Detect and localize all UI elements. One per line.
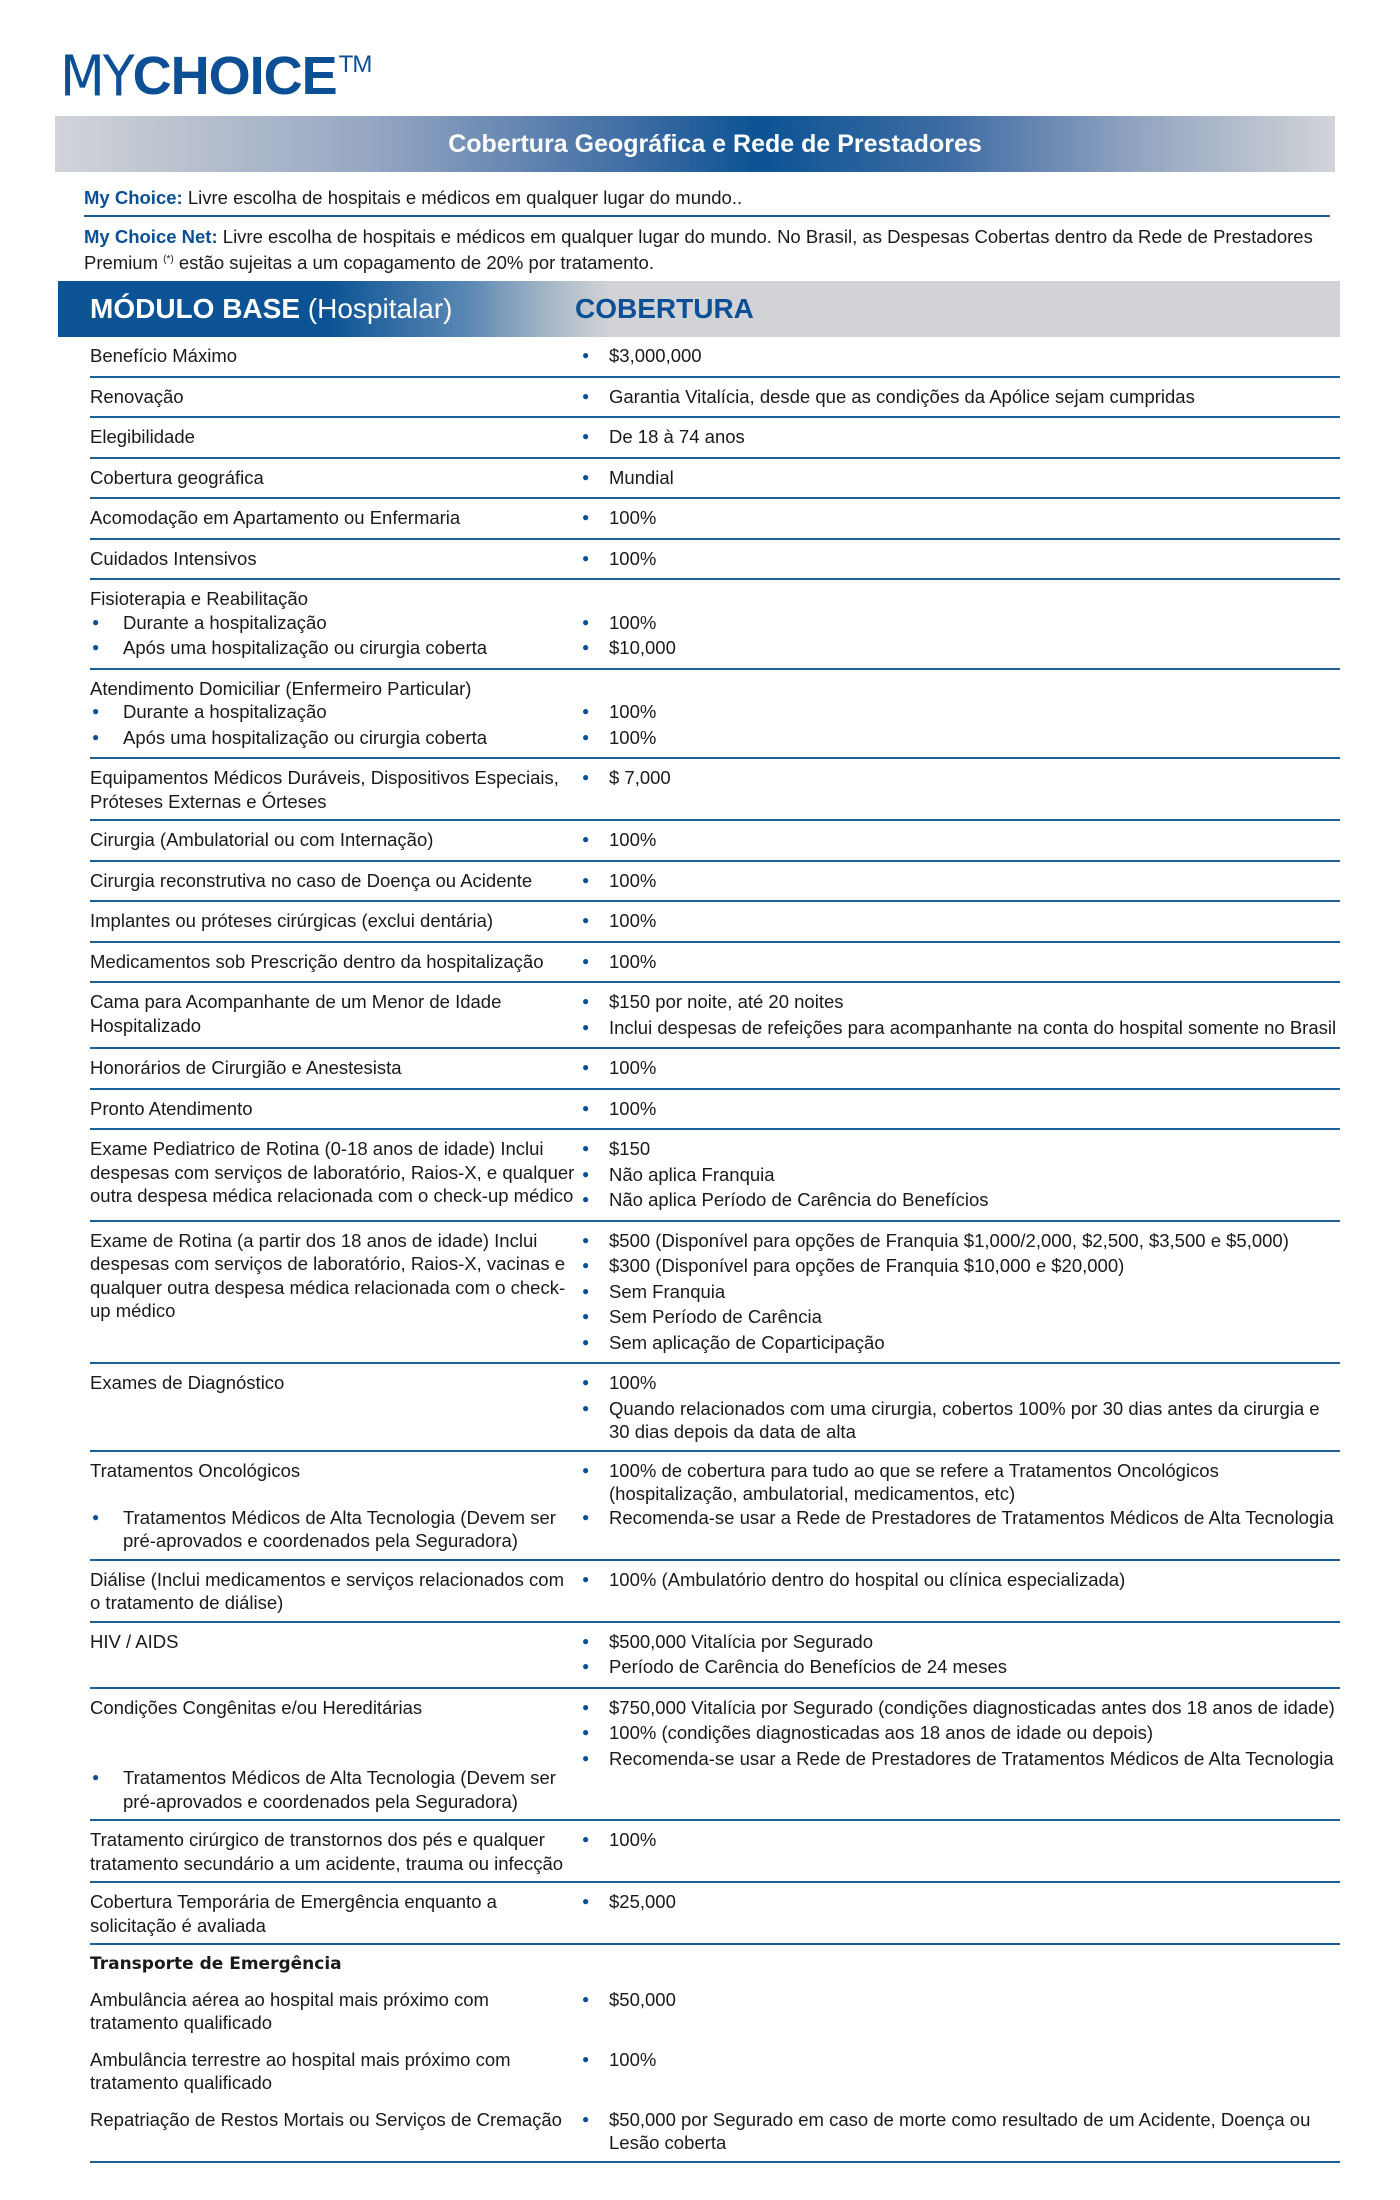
bullet-icon	[582, 1721, 609, 1747]
coverage-bullet-item	[582, 1056, 1340, 1082]
section-heading-text: Transporte de Emergência	[90, 1954, 342, 1974]
spacer	[582, 587, 1340, 611]
coverage-bullet-item	[582, 611, 1340, 637]
bullet-icon	[90, 1766, 123, 1813]
label-bullet-text: Durante a hospitalização	[123, 701, 327, 722]
table-row	[90, 902, 1340, 943]
label-bullet-item	[90, 1766, 578, 1813]
spacer	[90, 1719, 578, 1743]
label-bullet-item	[90, 726, 578, 752]
coverage-value: Inclui despesas de refeições para acompanhante na conta do hospital somente no Brasil	[609, 1016, 1337, 1038]
row-label: Atendimento Domiciliar (Enfermeiro Particular)	[90, 677, 472, 699]
bullet-icon	[582, 1890, 609, 1916]
row-label-cell	[90, 677, 582, 752]
row-label: Ambulância terrestre ao hospital mais próximo com tratamento qualificado	[90, 2048, 511, 2093]
bullet-icon	[582, 1254, 609, 1280]
row-value-cell	[582, 1056, 1340, 1082]
coverage-bullet-item	[582, 869, 1340, 895]
row-value-cell	[582, 869, 1340, 895]
coverage-bullet-item	[582, 1696, 1340, 1722]
table-row	[90, 580, 1340, 670]
logo-my: MY	[60, 44, 133, 110]
coverage-value: $50,000	[609, 1988, 676, 2010]
table-row	[90, 1561, 1340, 1623]
section-heading-row	[90, 1945, 1340, 1981]
coverage-value: Garantia Vitalícia, desde que as condições da Apólice sejam cumpridas	[609, 385, 1195, 407]
table-row	[90, 943, 1340, 984]
row-label: Tratamento cirúrgico de transtornos dos pés e qualquer tratamento secundário a um acidente, trauma ou infecção	[90, 1829, 564, 1874]
row-label-cell	[90, 1137, 582, 1214]
coverage-value: Não aplica Período de Carência do Benefícios	[609, 1189, 989, 1210]
bullet-icon	[582, 869, 609, 895]
label-bullet-item	[90, 1506, 578, 1553]
table-row	[90, 2101, 1340, 2163]
bullet-icon	[582, 828, 609, 854]
bullet-icon	[582, 466, 609, 492]
row-label-cell	[90, 2048, 582, 2095]
module-title-light: (Hospitalar)	[300, 293, 453, 324]
table-row	[90, 821, 1340, 862]
row-label: Benefício Máximo	[90, 345, 238, 366]
row-label-cell	[90, 1696, 582, 1814]
bullet-icon	[582, 1280, 609, 1306]
coverage-bullet-item	[582, 425, 1340, 451]
bullet-icon	[582, 1229, 609, 1255]
coverage-bullet-item	[582, 1137, 1340, 1163]
row-label-cell	[90, 385, 582, 411]
bullet-icon	[582, 344, 609, 370]
spacer	[582, 677, 1340, 701]
coverage-value: 100%	[609, 611, 657, 633]
coverage-value: $300 (Disponível para opções de Franquia $10,000 e $20,000)	[609, 1255, 1125, 1276]
coverage-value: 100%	[609, 869, 657, 891]
coverage-value: 100% (condições diagnosticadas aos 18 anos de idade ou depois)	[609, 1722, 1154, 1743]
coverage-bullet-item	[582, 1280, 1340, 1306]
coverage-column-header: COBERTURA	[575, 293, 754, 324]
coverage-bullet-item	[582, 726, 1340, 752]
coverage-bullet-item	[582, 506, 1340, 532]
row-label-cell	[90, 1097, 582, 1123]
bullet-icon	[582, 1397, 609, 1444]
coverage-value: Sem Franquia	[609, 1280, 726, 1302]
coverage-bullet-item	[582, 990, 1340, 1016]
bullet-icon	[582, 425, 609, 451]
row-label: Cuidados Intensivos	[90, 547, 257, 569]
table-row	[90, 759, 1340, 821]
row-value-cell	[582, 828, 1340, 854]
row-label: Condições Congênitas e/ou Hereditárias	[90, 1696, 423, 1718]
bullet-icon	[582, 700, 609, 726]
intro-my-choice	[84, 186, 1330, 217]
coverage-bullet-item	[582, 1721, 1340, 1747]
row-label-cell	[90, 1828, 582, 1875]
coverage-bullet-item	[582, 1506, 1340, 1532]
row-label: Medicamentos sob Prescrição dentro da hospitalização	[90, 950, 544, 972]
row-label: Exames de Diagnóstico	[90, 1372, 285, 1393]
row-label: Acomodação em Apartamento ou Enfermaria	[90, 507, 461, 528]
coverage-value: 100%	[609, 1829, 657, 1850]
coverage-bullet-item	[582, 1371, 1340, 1397]
coverage-value: Não aplica Franquia	[609, 1163, 775, 1185]
bullet-icon	[582, 2108, 609, 2155]
row-label: Fisioterapia e Reabilitação	[90, 588, 309, 609]
coverage-bullet-item	[582, 1988, 1340, 2014]
bullet-icon	[582, 1056, 609, 1082]
label-bullet-item	[90, 611, 578, 637]
coverage-value: 100%	[609, 829, 657, 850]
coverage-bullet-item	[582, 766, 1340, 792]
coverage-value: 100%	[609, 701, 657, 722]
row-value-cell	[582, 344, 1340, 370]
bullet-icon	[90, 700, 123, 726]
label-bullet-text: Após uma hospitalização ou cirurgia coberta	[123, 726, 488, 748]
mychoice-logo	[60, 40, 372, 110]
row-label-cell	[90, 909, 582, 935]
coverage-bullet-item	[582, 909, 1340, 935]
coverage-value: 100%	[609, 1057, 657, 1078]
coverage-bullet-item	[582, 2108, 1340, 2155]
row-label: Cobertura Temporária de Emergência enquanto a solicitação é avaliada	[90, 1891, 497, 1936]
row-label: Implantes ou próteses cirúrgicas (exclui dentária)	[90, 910, 494, 931]
bullet-icon	[582, 547, 609, 573]
label-bullet-text: Tratamentos Médicos de Alta Tecnologia (Devem ser pré-aprovados e coordenados pela Seguradora)	[123, 1767, 556, 1812]
coverage-value: $500,000 Vitalícia por Segurado	[609, 1630, 873, 1652]
bullet-icon	[90, 636, 123, 662]
spacer	[90, 1743, 578, 1767]
bullet-icon	[582, 636, 609, 662]
coverage-value: Período de Carência do Benefícios de 24 meses	[609, 1656, 1007, 1677]
label-bullet-text: Após uma hospitalização ou cirurgia coberta	[123, 637, 488, 658]
label-bullet-item	[90, 700, 578, 726]
bullet-icon	[90, 611, 123, 637]
coverage-bullet-item	[582, 1459, 1340, 1506]
coverage-bullet-item	[582, 1655, 1340, 1681]
section-title: Cobertura Geográfica e Rede de Prestadores	[448, 129, 982, 158]
coverage-bullet-item	[582, 344, 1340, 370]
bullet-icon	[582, 1828, 609, 1854]
row-value-cell	[582, 1137, 1340, 1214]
row-label-cell	[90, 950, 582, 976]
table-row	[90, 540, 1340, 581]
coverage-bullet-item	[582, 1630, 1340, 1656]
coverage-value: 100%	[609, 726, 657, 748]
bullet-icon	[582, 1506, 609, 1532]
coverage-value: Recomenda-se usar a Rede de Prestadores de Tratamentos Médicos de Alta Tecnologia	[609, 1747, 1334, 1769]
coverage-value: Recomenda-se usar a Rede de Prestadores de Tratamentos Médicos de Alta Tecnologia	[609, 1506, 1334, 1528]
table-row	[90, 1821, 1340, 1883]
bullet-icon	[90, 726, 123, 752]
bullet-icon	[582, 1988, 609, 2014]
row-value-cell	[582, 547, 1340, 573]
bullet-icon	[582, 1630, 609, 1656]
coverage-value: De 18 à 74 anos	[609, 426, 745, 447]
row-value-cell	[582, 587, 1340, 662]
bullet-icon	[582, 1097, 609, 1123]
coverage-bullet-item	[582, 1568, 1340, 1594]
row-label: Exame Pediatrico de Rotina (0-18 anos de idade) Inclui despesas com serviços de laboratório, Raios-X, e qualquer outra despesa médica relacionada com o check-up médico	[90, 1138, 575, 1206]
row-label-cell	[90, 1988, 582, 2035]
table-row	[90, 983, 1340, 1049]
bullet-icon	[582, 726, 609, 752]
coverage-bullet-item	[582, 1397, 1340, 1444]
row-value-cell	[582, 1630, 1340, 1681]
row-value-cell	[582, 466, 1340, 492]
row-label-cell	[90, 466, 582, 492]
intro-my-choice-net-label: My Choice Net:	[84, 226, 218, 247]
row-label: Ambulância aérea ao hospital mais próximo com tratamento qualificado	[90, 1988, 489, 2033]
row-label: Cirurgia (Ambulatorial ou com Internação)	[90, 829, 434, 850]
coverage-value: $500 (Disponível para opções de Franquia $1,000/2,000, $2,500, $3,500 e $5,000)	[609, 1229, 1289, 1251]
coverage-value: $150 por noite, até 20 noites	[609, 991, 844, 1012]
intro-my-choice-net-text-end: estão sujeitas a um copagamento de 20% por tratamento.	[173, 252, 654, 274]
coverage-bullet-item	[582, 1747, 1340, 1773]
coverage-value: $750,000 Vitalícia por Segurado (condições diagnosticadas antes dos 18 anos de idade)	[609, 1696, 1335, 1718]
row-value-cell	[582, 1988, 1340, 2035]
coverage-bullet-item	[582, 1254, 1340, 1280]
coverage-bullet-item	[582, 385, 1340, 411]
row-label-cell	[90, 990, 582, 1041]
table-row	[90, 2041, 1340, 2101]
row-value-cell	[582, 1890, 1340, 1937]
coverage-value: 100% (Ambulatório dentro do hospital ou clínica especializada)	[609, 1568, 1126, 1590]
coverage-value: Sem aplicação de Coparticipação	[609, 1331, 885, 1353]
coverage-bullet-item	[582, 2048, 1340, 2074]
row-value-cell	[582, 506, 1340, 532]
section-title-band	[55, 116, 1335, 172]
table-row	[90, 378, 1340, 419]
bullet-icon	[582, 1747, 609, 1773]
row-value-cell	[582, 2108, 1340, 2155]
bullet-icon	[582, 1459, 609, 1506]
coverage-bullet-item	[582, 1097, 1340, 1123]
row-label-cell	[90, 1229, 582, 1357]
coverage-bullet-item	[582, 1305, 1340, 1331]
bullet-icon	[582, 1137, 609, 1163]
bullet-icon	[582, 1331, 609, 1357]
coverage-bullet-item	[582, 1229, 1340, 1255]
row-label-cell	[90, 828, 582, 854]
intro-block	[84, 186, 1330, 274]
row-label-cell	[90, 425, 582, 451]
row-value-cell	[582, 1828, 1340, 1875]
table-row	[90, 499, 1340, 540]
table-row	[90, 1130, 1340, 1222]
row-label-cell	[90, 1056, 582, 1082]
row-value-cell	[582, 2048, 1340, 2095]
bullet-icon	[582, 1188, 609, 1214]
row-label-cell	[90, 766, 582, 813]
row-label: Pronto Atendimento	[90, 1097, 253, 1119]
table-row	[90, 1090, 1340, 1131]
coverage-bullet-item	[582, 950, 1340, 976]
row-value-cell	[582, 677, 1340, 752]
bullet-icon	[582, 1568, 609, 1594]
row-label-cell	[90, 1630, 582, 1681]
row-label: Cama para Acompanhante de um Menor de Idade Hospitalizado	[90, 991, 502, 1036]
coverage-value: $10,000	[609, 637, 676, 658]
row-value-cell	[582, 950, 1340, 976]
bullet-icon	[582, 950, 609, 976]
row-label: Elegibilidade	[90, 426, 195, 447]
coverage-bullet-item	[582, 1331, 1340, 1357]
coverage-bullet-item	[582, 1188, 1340, 1214]
coverage-value: 100%	[609, 2048, 657, 2070]
row-label-cell	[90, 506, 582, 532]
table-row	[90, 337, 1340, 378]
row-label: Diálise (Inclui medicamentos e serviços relacionados com o tratamento de diálise)	[90, 1568, 564, 1613]
row-value-cell	[582, 1568, 1340, 1615]
logo-trademark: TM	[338, 51, 372, 78]
coverage-bullet-item	[582, 828, 1340, 854]
row-label-cell	[90, 869, 582, 895]
table-row	[90, 1981, 1340, 2041]
row-value-cell	[582, 909, 1340, 935]
coverage-value: $25,000	[609, 1891, 676, 1912]
coverage-value: Sem Período de Carência	[609, 1306, 822, 1327]
row-label: Renovação	[90, 385, 184, 407]
row-value-cell	[582, 990, 1340, 1041]
bullet-icon	[582, 1016, 609, 1042]
coverage-bullet-item	[582, 1163, 1340, 1189]
bullet-icon	[582, 1305, 609, 1331]
coverage-bullet-item	[582, 1890, 1340, 1916]
coverage-bullet-item	[582, 466, 1340, 492]
coverage-bullet-item	[582, 700, 1340, 726]
row-label-cell	[90, 1568, 582, 1615]
table-row	[90, 1623, 1340, 1689]
row-value-cell	[582, 1696, 1340, 1814]
module-title-bold: MÓDULO BASE	[90, 293, 300, 324]
logo-choice: CHOICE	[132, 46, 337, 106]
row-label-cell	[90, 547, 582, 573]
coverage-value: Mundial	[609, 466, 674, 488]
table-row	[90, 1222, 1340, 1365]
table-row	[90, 670, 1340, 760]
coverage-value: 100%	[609, 507, 657, 528]
module-header-band	[58, 281, 1340, 337]
coverage-value: 100% de cobertura para tudo ao que se refere a Tratamentos Oncológicos (hospitalização, ambulatorial, medicamentos, etc)	[609, 1459, 1219, 1504]
bullet-icon	[582, 1696, 609, 1722]
coverage-value: 100%	[609, 910, 657, 931]
bullet-icon	[582, 611, 609, 637]
row-value-cell	[582, 1459, 1340, 1553]
row-label: HIV / AIDS	[90, 1630, 179, 1652]
table-row	[90, 418, 1340, 459]
table-row	[90, 1689, 1340, 1822]
bullet-icon	[582, 2048, 609, 2074]
coverage-bullet-item	[582, 1828, 1340, 1854]
table-row	[90, 1452, 1340, 1561]
label-bullet-item	[90, 636, 578, 662]
table-row	[90, 459, 1340, 500]
coverage-value: $3,000,000	[609, 345, 702, 366]
coverage-value: Quando relacionados com uma cirurgia, cobertos 100% por 30 dias antes da cirurgia e 30 dias depois da data de alta	[609, 1397, 1320, 1442]
row-label: Cirurgia reconstrutiva no caso de Doença ou Acidente	[90, 869, 533, 891]
coverage-value: $50,000 por Segurado em caso de morte como resultado de um Acidente, Doença ou Lesão coberta	[609, 2108, 1311, 2153]
coverage-value: 100%	[609, 1372, 657, 1393]
bullet-icon	[582, 766, 609, 792]
bullet-icon	[582, 909, 609, 935]
bullet-icon	[582, 1163, 609, 1189]
table-row	[90, 1364, 1340, 1452]
bullet-icon	[582, 385, 609, 411]
coverage-bullet-item	[582, 636, 1340, 662]
module-title	[90, 293, 575, 325]
row-label-cell	[90, 1459, 582, 1553]
intro-my-choice-label: My Choice:	[84, 187, 183, 208]
row-label-cell	[90, 1371, 582, 1444]
section-heading	[90, 1953, 582, 1977]
coverage-value: 100%	[609, 1097, 657, 1119]
intro-my-choice-net	[84, 217, 1330, 274]
row-label-cell	[90, 344, 582, 370]
table-row	[90, 862, 1340, 903]
table-row	[90, 1883, 1340, 1945]
row-value-cell	[582, 385, 1340, 411]
spacer	[90, 1482, 578, 1506]
label-bullet-text: Tratamentos Médicos de Alta Tecnologia (Devem ser pré-aprovados e coordenados pela Seguradora)	[123, 1506, 556, 1551]
footnote-marker: (*)	[163, 254, 174, 265]
row-label-cell	[90, 587, 582, 662]
row-label: Cobertura geográfica	[90, 466, 264, 488]
intro-my-choice-text: Livre escolha de hospitais e médicos em qualquer lugar do mundo..	[182, 187, 743, 208]
bullet-icon	[582, 506, 609, 532]
label-bullet-text: Durante a hospitalização	[123, 611, 327, 633]
row-value-cell	[582, 1371, 1340, 1444]
bullet-icon	[90, 1506, 123, 1553]
coverage-bullet-item	[582, 547, 1340, 573]
coverage-value: $150	[609, 1138, 651, 1159]
benefits-table	[90, 337, 1340, 2163]
row-label: Honorários de Cirurgião e Anestesista	[90, 1057, 402, 1078]
bullet-icon	[582, 990, 609, 1016]
coverage-value: $ 7,000	[609, 767, 671, 788]
row-value-cell	[582, 1097, 1340, 1123]
row-label-cell	[90, 1890, 582, 1937]
intro-my-choice-net-text: Livre escolha de hospitais e médicos em qualquer lugar do mundo. No Brasil, as Despesas Cobertas dentro da Rede de Prestadores Premium	[84, 226, 1313, 274]
row-value-cell	[582, 1229, 1340, 1357]
coverage-bullet-item	[582, 1016, 1340, 1042]
row-label: Exame de Rotina (a partir dos 18 anos de idade) Inclui despesas com serviços de laboratório, Raios-X, vacinas e qualquer outra despesa médica relacionada com o check-up médico	[90, 1229, 566, 1321]
row-label: Tratamentos Oncológicos	[90, 1459, 301, 1481]
row-value-cell	[582, 766, 1340, 813]
row-label-cell	[90, 2108, 582, 2155]
bullet-icon	[582, 1371, 609, 1397]
coverage-value: 100%	[609, 547, 657, 569]
row-value-cell	[582, 425, 1340, 451]
bullet-icon	[582, 1655, 609, 1681]
row-label: Repatriação de Restos Mortais ou Serviços de Cremação	[90, 2108, 562, 2130]
row-label: Equipamentos Médicos Duráveis, Dispositivos Especiais, Próteses Externas e Órteses	[90, 767, 559, 812]
coverage-value: 100%	[609, 950, 657, 972]
table-row	[90, 1049, 1340, 1090]
